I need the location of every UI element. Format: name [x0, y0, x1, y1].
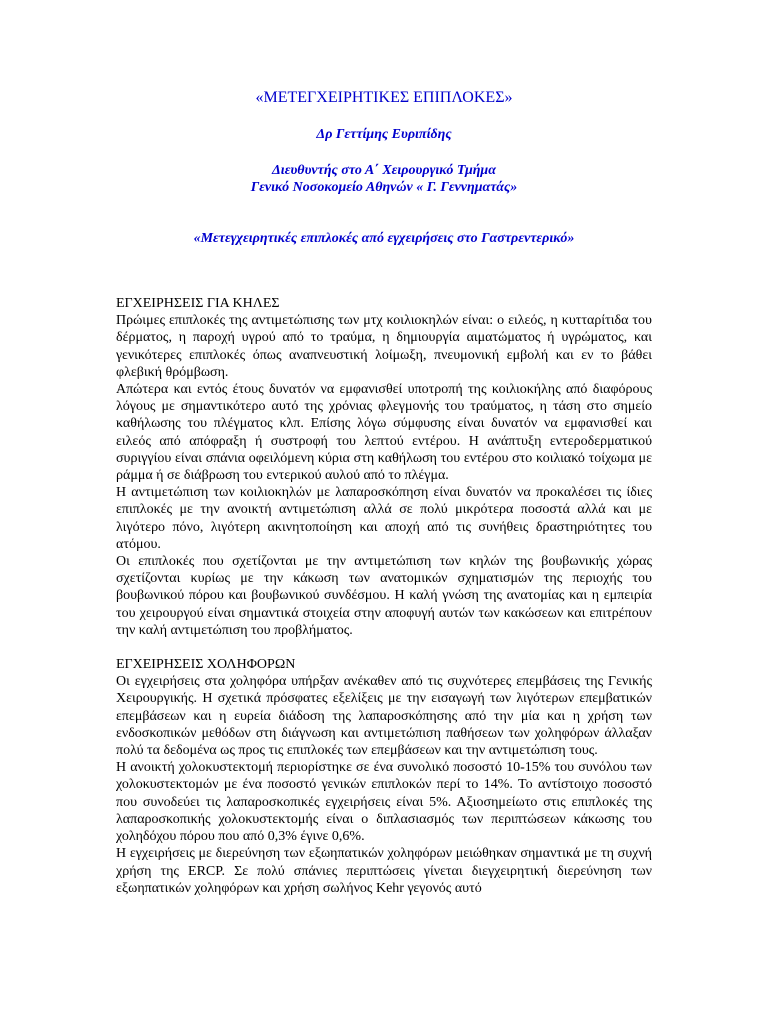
- paragraph: Απώτερα και εντός έτους δυνατόν να εμφανισθεί υποτροπή της κοιλιοκήλης από διαφόρους λόγους με σημαντικότερο αυτό της χρόνιας φλεγμονής του τραύματος, η τάση στο σημείο καθήλωσης του πλέγματος κλπ. Επίσης λόγω σύμφυσης είναι δυνατόν να εμφανισθεί και ειλεός από απόφραξη ή συστροφή του λεπτού εντέρου. Η ανάπτυξη εντεροδερματικού συριγγίου είναι σπάνια οφειλόμενη κύρια στη καθήλωση του εντέρου στο κοιλιακό τοίχωμα με ράμμα ή σε διάβρωση του εντερικού αυλού από το πλέγμα.: [116, 382, 652, 484]
- document-body: [116, 295, 652, 897]
- section-heading: ΕΓΧΕΙΡΗΣΕΙΣ ΓΙΑ ΚΗΛΕΣ: [116, 296, 280, 311]
- section-hernia-surgery: [116, 295, 652, 639]
- author-name: Δρ Γεττίμης Ευριπίδης: [316, 127, 452, 142]
- section-biliary-surgery: [116, 656, 652, 897]
- paragraph: Η αντιμετώπιση των κοιλιοκηλών με λαπαροσκόπηση είναι δυνατόν να προκαλέσει τις ίδιες επιπλοκές με την ανοικτή αντιμετώπιση αλλά σε πολύ μικρότερα ποσοστά αλλά και με λιγότερο πόνο, λιγότερη ακινητοποίηση και αποχή από τις συνήθεις δραστηριότητες του ατόμου.: [116, 485, 652, 552]
- document-title: «ΜΕΤΕΓΧΕΙΡΗΤΙΚΕΣ ΕΠΙΠΛΟΚΕΣ»: [255, 89, 513, 106]
- paragraph: Πρώιμες επιπλοκές της αντιμετώπισης των μτχ κοιλιοκηλών είναι: ο ειλεός, η κυτταρίτιδα του δέρματος, η παροχή υγρού από το τραύμα, η δημιουργία αιματώματος ή υγρώματος, και γενικότερες επιπλοκές όπως αναπνευστική λοίμωξη, πνευμονική εμβολή και εν το βάθει φλεβική θρόμβωση.: [116, 313, 652, 380]
- paragraph: Οι εγχειρήσεις στα χοληφόρα υπήρξαν ανέκαθεν από τις συχνότερες επεμβάσεις της Γενικής Χειρουργικής. Η σχετικά πρόσφατες εξελίξεις με την εισαγωγή των λιγότερων επεμβατικών επεμβάσεων και η ευρεία διάδοση της λαπαροσκόπησης από την μία και η χρήση των ενδοσκοπικών μεθόδων στη διάγνωση και αντιμετώπιση παθήσεων των χοληφόρων άλλαξαν πολύ τα δεδομένα ως προς τις επιπλοκές των επεμβάσεων και την αντιμετώπιση τους.: [116, 674, 652, 759]
- paragraph: Η εγχειρήσεις με διερεύνηση των εξωηπατικών χοληφόρων μειώθηκαν σημαντικά με τη συχνή χρήση της ERCP. Σε πολύ σπάνιες περιπτώσεις γίνεται διεγχειρητική διερεύνηση των εξωηπατικών χοληφόρων και χρήση σωλήνος Kehr γεγονός αυτό: [116, 846, 652, 896]
- document-subtitle: «Μετεγχειρητικές επιπλοκές από εγχειρήσεις στο Γαστρεντερικό»: [193, 231, 575, 246]
- paragraph: Οι επιπλοκές που σχετίζονται με την αντιμετώπιση των κηλών της βουβωνικής χώρας σχετίζονται κυρίως με την κάκωση των ανατομικών σχηματισμών της περιοχής του βουβωνικού πόρου και βουβωνικού συνδέσμου. Η καλή γνώση της ανατομίας και η εμπειρία του χειρουργού είναι σημαντικά στοιχεία στην αποφυγή αυτών των κακώσεων και επιτρέπουν την καλή αντιμετώπιση του προβλήματος.: [116, 554, 652, 638]
- paragraph: Η ανοικτή χολοκυστεκτομή περιορίστηκε σε ένα συνολικό ποσοστό 10-15% του συνόλου των χολοκυστεκτομών με ένα ποσοστό γενικών επιπλοκών περί το 14%. Το αντίστοιχο ποσοστό που συνοδεύει τις λαπαροσκοπικές εγχειρήσεις είναι 5%. Αξιοσημείωτο στις επιπλοκές της λαπαροσκοπικής χολοκυστεκτομής είναι ο διπλασιασμός των περιπτώσεων κάκωσης του χοληδόχου πόρου που από 0,3% έγινε 0,6%.: [116, 760, 652, 845]
- section-spacer: [116, 639, 652, 656]
- affiliation-line-2: Γενικό Νοσοκομείο Αθηνών « Γ. Γεννηματάς»: [250, 180, 518, 195]
- affiliation-line-1: Διευθυντής στο Α΄ Χειρουργικό Τμήμα: [272, 163, 496, 178]
- section-heading: ΕΓΧΕΙΡΗΣΕΙΣ ΧΟΛΗΦΟΡΩΝ: [116, 657, 296, 673]
